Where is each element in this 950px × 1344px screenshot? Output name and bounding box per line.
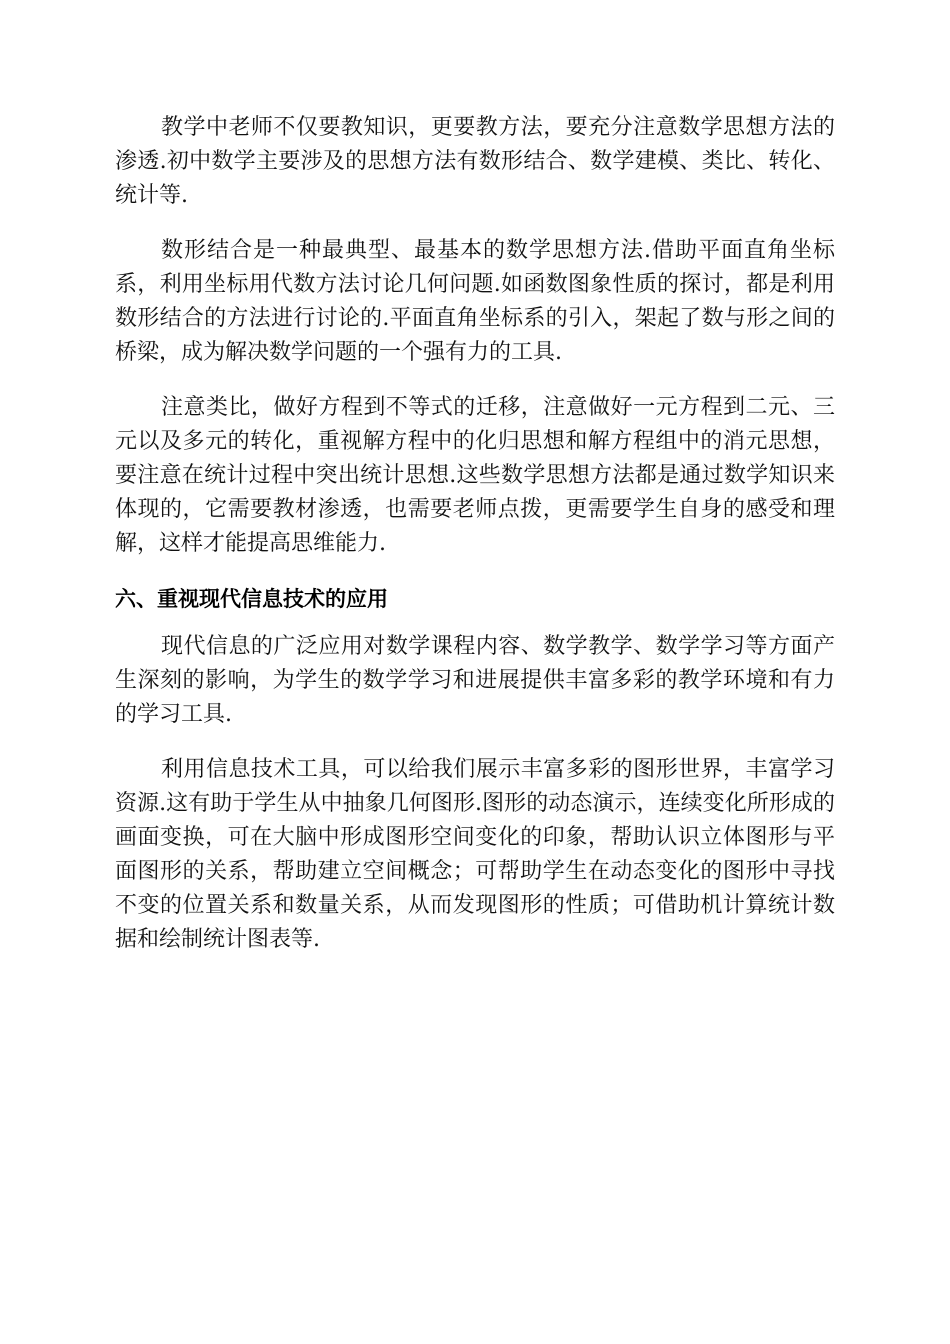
section-heading: 六、重视现代信息技术的应用 bbox=[115, 587, 388, 611]
paragraph-math-methods: 教学中老师不仅要教知识，更要教方法，要充分注意数学思想方法的渗透.初中数学主要涉及的思想方法有数形结合、数学建模、类比、转化、统计等. bbox=[115, 115, 835, 208]
paragraph-info-tech: 现代信息的广泛应用对数学课程内容、数学教学、数学学习等方面产生深刻的影响，为学生的数学学习和进展提供丰富多彩的教学环境和有力的学习工具. bbox=[115, 634, 835, 727]
paragraph-number-shape: 数形结合是一种最典型、最基本的数学思想方法.借助平面直角坐标系，利用坐标用代数方法讨论几何问题.如函数图象性质的探讨，都是利用数形结合的方法进行讨论的.平面直角坐标系的引入，架起了数与形之间的桥梁，成为解决数学问题的一个强有力的工具. bbox=[115, 238, 835, 365]
paragraph-tech-tools: 利用信息技术工具，可以给我们展示丰富多彩的图形世界，丰富学习资源.这有助于学生从中抽象几何图形.图形的动态演示，连续变化所形成的画面变换，可在大脑中形成图形空间变化的印象，帮助认识立体图形与平面图形的关系，帮助建立空间概念；可帮助学生在动态变化的图形中寻找不变的位置关系和数量关系，从而发现图形的性质；可借助机计算统计数据和绘制统计图表等. bbox=[115, 757, 835, 952]
paragraph-analogy: 注意类比，做好方程到不等式的迁移，注意做好一元方程到二元、三元以及多元的转化，重视解方程中的化归思想和解方程组中的消元思想，要注意在统计过程中突出统计思想.这些数学思想方法都是通过数学知识来体现的，它需要教材渗透，也需要老师点拨，更需要学生自身的感受和理解，这样才能提高思维能力. bbox=[115, 395, 835, 556]
document-body bbox=[115, 111, 835, 978]
